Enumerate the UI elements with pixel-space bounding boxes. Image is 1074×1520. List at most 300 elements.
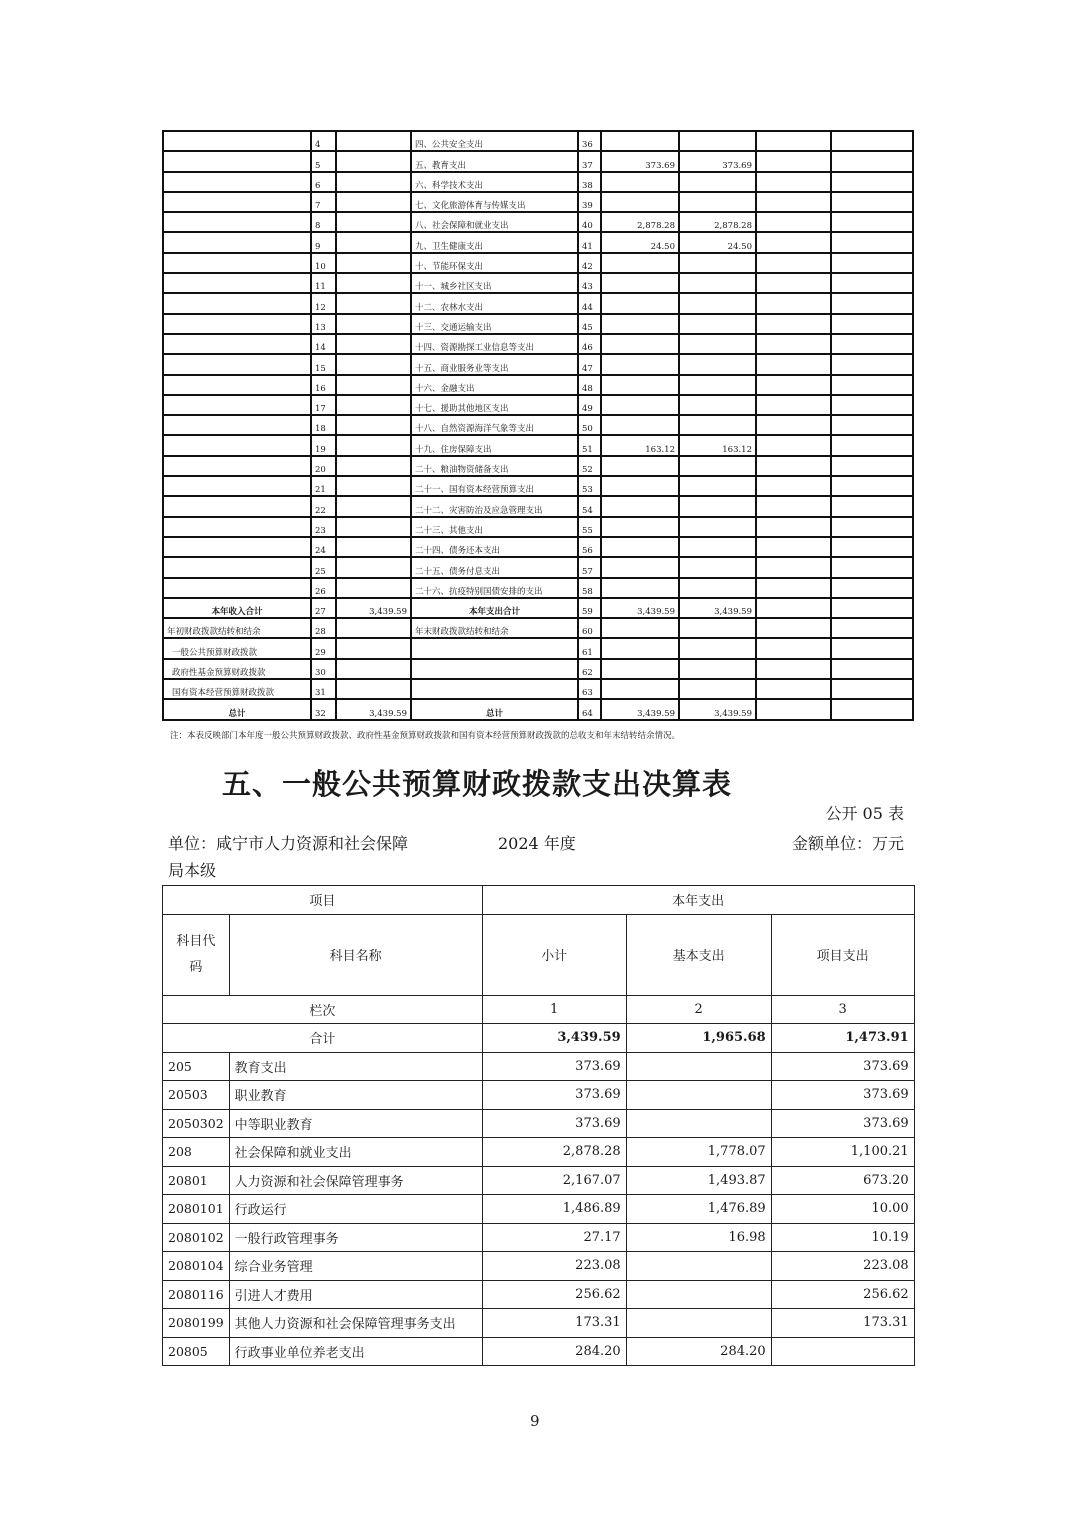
right-label [411, 253, 578, 273]
subject-code: 2080102 [163, 1223, 230, 1252]
left-line-no-text: 12 [315, 302, 326, 313]
left-line-no-text: 26 [315, 586, 326, 597]
right-label [411, 415, 578, 435]
left-label-text: 政府性基金预算财政拨款 [172, 668, 266, 679]
right-label-text: 十八、自然资源海洋气象等支出 [415, 424, 535, 435]
right-line-no-text: 44 [582, 302, 593, 313]
right-amount-3 [756, 435, 831, 455]
table-row [163, 496, 913, 516]
right-line-no [578, 131, 601, 151]
right-amount-3 [756, 314, 831, 334]
project-amount: 1,100.21 [771, 1138, 914, 1167]
right-amount-4 [831, 415, 913, 435]
left-amount [336, 232, 411, 252]
project-amount [771, 1337, 914, 1366]
right-line-no [578, 435, 601, 455]
right-amount-4 [831, 334, 913, 354]
left-amount [336, 598, 411, 618]
right-amount-2 [679, 395, 756, 415]
right-amount-1-text: 2,878.28 [637, 221, 675, 232]
left-amount [336, 314, 411, 334]
left-line-no [311, 476, 336, 496]
right-amount-4 [831, 618, 913, 638]
right-line-no-text: 61 [582, 647, 593, 658]
basic-amount: 1,493.87 [626, 1166, 771, 1195]
right-amount-2 [679, 435, 756, 455]
left-amount [336, 638, 411, 658]
left-label [163, 253, 311, 273]
subtotal-amount: 284.20 [482, 1337, 626, 1366]
left-line-no-text: 8 [315, 221, 321, 232]
table-row [163, 253, 913, 273]
subject-code: 2080116 [163, 1280, 230, 1309]
left-amount [336, 354, 411, 374]
left-line-no-text: 27 [315, 607, 326, 618]
left-line-no [311, 537, 336, 557]
basic-amount [626, 1309, 771, 1338]
left-label [163, 557, 311, 577]
right-amount-2 [679, 253, 756, 273]
right-label-text: 二十二、灾害防治及应急管理支出 [415, 505, 543, 516]
right-label [411, 638, 578, 658]
expense-row [163, 1252, 915, 1281]
total-row [163, 1024, 915, 1053]
subtotal-amount: 373.69 [482, 1052, 626, 1081]
right-amount-2 [679, 232, 756, 252]
left-amount [336, 699, 411, 719]
left-line-no [311, 232, 336, 252]
right-amount-1 [601, 253, 679, 273]
table-row [163, 273, 913, 293]
right-label [411, 456, 578, 476]
unit-label: 单位：咸宁市人力资源和社会保障 [168, 834, 409, 853]
right-amount-4 [831, 314, 913, 334]
right-amount-4 [831, 638, 913, 658]
right-line-no [578, 151, 601, 171]
right-label [411, 192, 578, 212]
right-amount-2 [679, 598, 756, 618]
right-line-no-text: 40 [582, 221, 593, 232]
right-label [411, 557, 578, 577]
project-amount: 256.62 [771, 1280, 914, 1309]
right-amount-4 [831, 659, 913, 679]
right-line-no [578, 476, 601, 496]
right-label [411, 212, 578, 232]
right-amount-3 [756, 293, 831, 313]
left-amount [336, 517, 411, 537]
right-label [411, 537, 578, 557]
header-row-1 [163, 886, 915, 915]
summary-row [163, 638, 913, 658]
left-amount [336, 456, 411, 476]
right-label-text: 五、教育支出 [415, 160, 467, 171]
right-amount-4 [831, 212, 913, 232]
right-amount-4 [831, 293, 913, 313]
right-amount-2 [679, 192, 756, 212]
left-line-no [311, 456, 336, 476]
right-amount-2 [679, 699, 756, 719]
right-amount-1-text: 163.12 [645, 444, 675, 455]
right-amount-1 [601, 517, 679, 537]
subject-code: 2080101 [163, 1195, 230, 1224]
project-amount: 373.69 [771, 1109, 914, 1138]
right-amount-3 [756, 253, 831, 273]
left-line-no [311, 334, 336, 354]
right-line-no [578, 578, 601, 598]
header-project-expense: 项目支出 [771, 914, 914, 995]
left-label-text: 本年收入合计 [211, 607, 263, 618]
right-label-text: 二十四、债务还本支出 [415, 546, 501, 557]
right-amount-2-text: 3,439.59 [714, 607, 752, 618]
basic-amount: 284.20 [626, 1337, 771, 1366]
left-line-no-text: 32 [315, 708, 326, 719]
left-label [163, 293, 311, 313]
left-label [163, 476, 311, 496]
right-line-no [578, 618, 601, 638]
left-line-no [311, 192, 336, 212]
general-budget-expense-table [162, 885, 915, 1366]
header-subject-code-line1: 科目代 [176, 933, 216, 949]
left-line-no [311, 212, 336, 232]
right-amount-4 [831, 253, 913, 273]
header-subject-name: 科目名称 [229, 914, 482, 995]
right-amount-4 [831, 456, 913, 476]
project-amount: 10.19 [771, 1223, 914, 1252]
table-row [163, 151, 913, 171]
table-row [163, 476, 913, 496]
right-amount-4 [831, 435, 913, 455]
left-label [163, 679, 311, 699]
column-index-1: 1 [482, 995, 626, 1024]
right-amount-3 [756, 375, 831, 395]
right-line-no-text: 57 [582, 566, 593, 577]
right-amount-1 [601, 415, 679, 435]
table-row [163, 375, 913, 395]
subject-name: 人力资源和社会保障管理事务 [229, 1166, 482, 1195]
left-label [163, 537, 311, 557]
subject-name: 行政运行 [229, 1195, 482, 1224]
basic-amount [626, 1052, 771, 1081]
subject-name: 引进人才费用 [229, 1280, 482, 1309]
right-amount-3 [756, 395, 831, 415]
left-amount [336, 435, 411, 455]
right-amount-2-text: 2,878.28 [714, 221, 752, 232]
right-label-text: 四、公共安全支出 [415, 140, 484, 151]
right-line-no-text: 36 [582, 140, 593, 151]
left-amount [336, 557, 411, 577]
right-amount-2 [679, 131, 756, 151]
table-row [163, 232, 913, 252]
right-line-no-text: 39 [582, 201, 593, 212]
left-line-no-text: 21 [315, 485, 326, 496]
right-amount-2 [679, 679, 756, 699]
right-label [411, 354, 578, 374]
right-amount-1 [601, 618, 679, 638]
fiscal-year: 2024 年度 [498, 834, 576, 853]
total-label: 合计 [163, 1024, 483, 1053]
summary-row [163, 699, 913, 719]
money-unit: 金额单位：万元 [791, 834, 904, 853]
right-line-no [578, 537, 601, 557]
right-line-no [578, 273, 601, 293]
unit-label-continued: 局本级 [168, 861, 217, 880]
right-label [411, 151, 578, 171]
left-label-text: 总计 [228, 708, 246, 719]
right-amount-3 [756, 659, 831, 679]
right-amount-2 [679, 354, 756, 374]
basic-amount [626, 1252, 771, 1281]
right-amount-1 [601, 212, 679, 232]
table-row [163, 212, 913, 232]
right-label-text: 十、节能环保支出 [415, 262, 484, 273]
right-amount-1 [601, 334, 679, 354]
left-line-no-text: 20 [315, 465, 326, 476]
right-amount-2 [679, 537, 756, 557]
right-line-no [578, 334, 601, 354]
table-row [163, 314, 913, 334]
right-amount-4 [831, 395, 913, 415]
right-amount-2 [679, 496, 756, 516]
right-amount-3 [756, 354, 831, 374]
section-title: 五、一般公共预算财政拨款支出决算表 [222, 767, 733, 801]
right-line-no-text: 53 [582, 485, 593, 496]
right-label-text: 七、文化旅游体育与传媒支出 [415, 201, 526, 212]
table-note: 注：本表反映部门本年度一般公共预算财政拨款、政府性基金预算财政拨款和国有资本经营预算财政拨款的总收支和年末结转结余情况。 [170, 731, 681, 741]
right-amount-2 [679, 557, 756, 577]
left-line-no [311, 557, 336, 577]
left-line-no-text: 29 [315, 647, 326, 658]
right-label [411, 517, 578, 537]
right-amount-4 [831, 375, 913, 395]
right-label [411, 395, 578, 415]
right-label-text: 总计 [485, 708, 503, 719]
column-index-label: 栏次 [163, 995, 483, 1024]
right-label-text: 本年支出合计 [468, 607, 520, 618]
right-amount-1 [601, 314, 679, 334]
right-amount-1 [601, 598, 679, 618]
right-amount-4 [831, 131, 913, 151]
left-amount [336, 395, 411, 415]
right-amount-1 [601, 192, 679, 212]
table-row [163, 557, 913, 577]
income-expense-summary-table [162, 130, 914, 721]
right-amount-4 [831, 517, 913, 537]
right-amount-1 [601, 273, 679, 293]
right-line-no-text: 64 [582, 708, 593, 719]
header-subtotal: 小计 [482, 914, 626, 995]
left-line-no [311, 659, 336, 679]
right-line-no-text: 55 [582, 525, 593, 536]
page-number: 9 [530, 1412, 540, 1430]
right-amount-3 [756, 334, 831, 354]
basic-amount [626, 1081, 771, 1110]
left-line-no-text: 9 [315, 241, 321, 252]
subtotal-amount: 2,167.07 [482, 1166, 626, 1195]
left-amount [336, 578, 411, 598]
right-amount-3 [756, 557, 831, 577]
project-amount: 373.69 [771, 1081, 914, 1110]
right-amount-4 [831, 232, 913, 252]
subtotal-amount: 373.69 [482, 1081, 626, 1110]
right-amount-2 [679, 659, 756, 679]
right-label-text: 二十一、国有资本经营预算支出 [415, 485, 535, 496]
left-label [163, 354, 311, 374]
subtotal-amount: 27.17 [482, 1223, 626, 1252]
left-line-no [311, 354, 336, 374]
right-amount-1 [601, 638, 679, 658]
right-amount-4 [831, 273, 913, 293]
right-amount-3 [756, 131, 831, 151]
left-label [163, 172, 311, 192]
right-label-text: 二十、粮油物资储备支出 [415, 465, 509, 476]
right-amount-3 [756, 151, 831, 171]
expense-row [163, 1052, 915, 1081]
right-amount-1 [601, 172, 679, 192]
left-line-no-text: 10 [315, 262, 326, 273]
right-amount-4 [831, 151, 913, 171]
right-amount-1-text: 373.69 [645, 160, 675, 171]
project-amount: 223.08 [771, 1252, 914, 1281]
right-line-no-text: 63 [582, 688, 593, 699]
right-amount-4 [831, 192, 913, 212]
expense-row [163, 1109, 915, 1138]
right-amount-4 [831, 679, 913, 699]
table-row [163, 517, 913, 537]
project-amount: 673.20 [771, 1166, 914, 1195]
right-amount-1-text: 3,439.59 [637, 607, 675, 618]
right-line-no-text: 46 [582, 343, 593, 354]
subtotal-amount: 2,878.28 [482, 1138, 626, 1167]
column-index-3: 3 [771, 995, 914, 1024]
expense-row [163, 1280, 915, 1309]
left-amount [336, 192, 411, 212]
left-line-no [311, 679, 336, 699]
right-amount-2 [679, 293, 756, 313]
subtotal-amount: 256.62 [482, 1280, 626, 1309]
left-label [163, 578, 311, 598]
right-amount-3 [756, 212, 831, 232]
right-amount-3 [756, 679, 831, 699]
right-label [411, 273, 578, 293]
summary-row [163, 659, 913, 679]
right-line-no [578, 212, 601, 232]
right-amount-1 [601, 395, 679, 415]
right-label-text: 十六、金融支出 [415, 383, 475, 394]
left-label [163, 395, 311, 415]
left-amount [336, 496, 411, 516]
right-amount-3 [756, 192, 831, 212]
left-line-no [311, 131, 336, 151]
right-amount-2 [679, 578, 756, 598]
expense-row [163, 1138, 915, 1167]
left-label-text: 国有资本经营预算财政拨款 [172, 688, 275, 699]
header-current-year-expense: 本年支出 [482, 886, 914, 915]
right-amount-1 [601, 578, 679, 598]
left-line-no-text: 7 [315, 201, 321, 212]
left-line-no [311, 435, 336, 455]
table-row [163, 334, 913, 354]
project-amount: 373.69 [771, 1052, 914, 1081]
right-amount-3 [756, 598, 831, 618]
subtotal-amount: 373.69 [482, 1109, 626, 1138]
right-line-no-text: 58 [582, 586, 593, 597]
left-amount-text: 3,439.59 [369, 607, 407, 618]
right-label-text: 十七、援助其他地区支出 [415, 404, 509, 415]
right-amount-1 [601, 293, 679, 313]
left-line-no-text: 14 [315, 343, 326, 354]
left-amount [336, 172, 411, 192]
right-line-no-text: 52 [582, 465, 593, 476]
right-amount-3 [756, 578, 831, 598]
left-label-text: 一般公共预算财政拨款 [172, 647, 258, 658]
left-line-no [311, 598, 336, 618]
left-line-no [311, 517, 336, 537]
right-amount-1 [601, 232, 679, 252]
right-line-no [578, 679, 601, 699]
subject-name: 综合业务管理 [229, 1252, 482, 1281]
left-line-no-text: 23 [315, 525, 326, 536]
left-amount [336, 151, 411, 171]
column-index-row [163, 995, 915, 1024]
subject-name: 一般行政管理事务 [229, 1223, 482, 1252]
subject-code: 20805 [163, 1337, 230, 1366]
left-label [163, 314, 311, 334]
subject-name: 其他人力资源和社会保障管理事务支出 [229, 1309, 482, 1338]
left-line-no [311, 618, 336, 638]
right-amount-1 [601, 659, 679, 679]
subject-code: 205 [163, 1052, 230, 1081]
left-line-no-text: 19 [315, 444, 326, 455]
right-label-text: 二十五、债务付息支出 [415, 566, 501, 577]
left-line-no [311, 273, 336, 293]
subtotal-amount: 173.31 [482, 1309, 626, 1338]
left-amount [336, 131, 411, 151]
right-line-no [578, 395, 601, 415]
left-label [163, 618, 311, 638]
right-label-text: 九、卫生健康支出 [415, 241, 484, 252]
table-row [163, 578, 913, 598]
right-amount-4 [831, 578, 913, 598]
right-amount-1 [601, 557, 679, 577]
table-row [163, 537, 913, 557]
right-label [411, 314, 578, 334]
right-line-no-text: 45 [582, 322, 593, 333]
right-label [411, 659, 578, 679]
left-label [163, 699, 311, 719]
subject-code: 2080199 [163, 1309, 230, 1338]
right-amount-3 [756, 618, 831, 638]
left-line-no-text: 28 [315, 627, 326, 638]
right-label [411, 476, 578, 496]
right-amount-3 [756, 415, 831, 435]
right-amount-2-text: 24.50 [727, 241, 752, 252]
right-label-text: 十二、农林水支出 [415, 302, 484, 313]
right-amount-1 [601, 679, 679, 699]
right-line-no-text: 42 [582, 262, 593, 273]
right-label [411, 618, 578, 638]
right-line-no [578, 557, 601, 577]
left-label [163, 334, 311, 354]
right-line-no-text: 47 [582, 363, 593, 374]
header-item: 项目 [163, 886, 483, 915]
right-label [411, 435, 578, 455]
left-line-no-text: 4 [315, 140, 321, 151]
right-label [411, 679, 578, 699]
right-label-text: 十一、城乡社区支出 [415, 282, 492, 293]
right-amount-3 [756, 496, 831, 516]
right-amount-4 [831, 557, 913, 577]
left-label [163, 375, 311, 395]
